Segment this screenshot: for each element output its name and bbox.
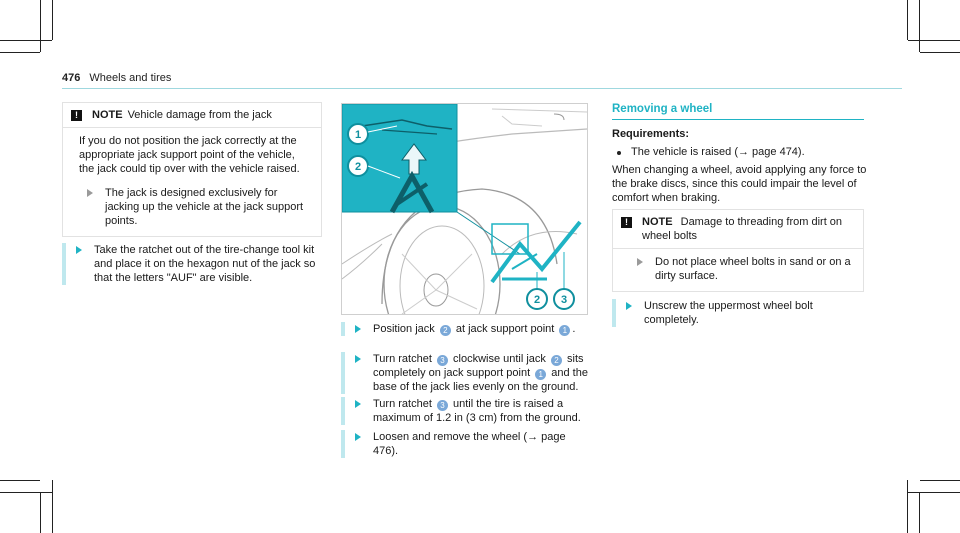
jack-illustration bbox=[341, 103, 588, 315]
instruction-step bbox=[62, 243, 322, 285]
note-step-text: Do not place wheel bolts in sand or on a dirty surface. bbox=[655, 256, 851, 282]
note-box-threading bbox=[612, 209, 864, 292]
bullet-icon bbox=[617, 151, 621, 155]
triangle-bullet-icon bbox=[355, 433, 361, 441]
step-bar bbox=[341, 397, 345, 425]
requirement-item bbox=[612, 146, 805, 158]
crop-mark bbox=[52, 480, 53, 533]
step-fragment: Loosen and remove the wheel (→ page 476). bbox=[373, 431, 566, 457]
step-fragment: Position jack bbox=[373, 323, 438, 335]
step-fragment: and the base of the jack lies evenly on the ground. bbox=[373, 367, 588, 393]
step-text bbox=[373, 352, 591, 394]
callout-label: 3 bbox=[560, 294, 568, 306]
crop-mark bbox=[0, 480, 40, 481]
step-fragment: clockwise until jack bbox=[449, 353, 549, 365]
warning-icon: ! bbox=[621, 217, 632, 228]
crop-mark bbox=[40, 0, 41, 52]
callout-label: 2 bbox=[354, 161, 362, 173]
step-bar bbox=[612, 299, 616, 327]
requirements-title: Requirements: bbox=[612, 128, 690, 140]
callout-label: 2 bbox=[533, 294, 541, 306]
callout-badge: 2 bbox=[551, 355, 562, 366]
crop-mark bbox=[907, 480, 908, 533]
note-label: NOTE bbox=[92, 109, 123, 121]
note-body: If you do not position the jack correctly at the appropriate jack support point of the vehicle, the jack could tip over with the vehicle raised. bbox=[79, 135, 300, 175]
step-fragment: Turn ratchet bbox=[373, 353, 435, 365]
section-title: Removing a wheel bbox=[612, 103, 713, 115]
step-fragment: Turn ratchet bbox=[373, 398, 435, 410]
triangle-bullet-icon bbox=[76, 246, 82, 254]
callout-badge: 3 bbox=[437, 400, 448, 411]
step-fragment: sits completely on jack support point bbox=[373, 353, 584, 379]
crop-mark bbox=[907, 0, 908, 40]
requirement-text: The vehicle is raised (→ page 474). bbox=[631, 146, 805, 158]
step-text bbox=[373, 322, 575, 336]
step-text bbox=[373, 397, 591, 425]
callout-badge: 1 bbox=[535, 369, 546, 380]
note-header bbox=[613, 210, 863, 249]
crop-mark bbox=[40, 492, 41, 533]
step-fragment: at jack support point bbox=[452, 323, 558, 335]
callout-badge: 2 bbox=[440, 325, 451, 336]
note-step-text: The jack is designed exclusively for jacking up the vehicle at the jack support points. bbox=[105, 187, 304, 227]
triangle-bullet-icon bbox=[355, 355, 361, 363]
note-title: Vehicle damage from the jack bbox=[127, 109, 272, 121]
crop-mark bbox=[0, 52, 40, 53]
jack-illustration-svg bbox=[342, 104, 587, 314]
instruction-step bbox=[341, 430, 591, 458]
crop-mark bbox=[908, 492, 960, 493]
header-divider bbox=[62, 88, 902, 89]
crop-mark bbox=[908, 40, 960, 41]
triangle-bullet-icon bbox=[626, 302, 632, 310]
section-name: Wheels and tires bbox=[89, 72, 172, 84]
step-bar bbox=[341, 430, 345, 458]
note-title: Damage to threading from dirt on wheel bolts bbox=[642, 216, 843, 242]
step-fragment: . bbox=[572, 323, 576, 335]
warning-icon: ! bbox=[71, 110, 82, 121]
crop-mark bbox=[920, 480, 960, 481]
triangle-bullet-icon bbox=[355, 325, 361, 333]
callout-label: 1 bbox=[354, 129, 362, 141]
note-header bbox=[63, 103, 321, 128]
instruction-step bbox=[341, 397, 591, 425]
step-bar bbox=[62, 243, 66, 285]
instruction-step bbox=[341, 322, 591, 336]
step-bar bbox=[341, 352, 345, 394]
note-label: NOTE bbox=[642, 216, 673, 228]
step-text: Unscrew the uppermost wheel bolt completely. bbox=[644, 300, 813, 326]
page-number: 476 bbox=[62, 72, 81, 84]
note-step bbox=[63, 180, 321, 236]
page-header bbox=[62, 72, 171, 84]
triangle-bullet-icon bbox=[87, 189, 93, 197]
step-text: Take the ratchet out of the tire-change tool kit and place it on the hexagon nut of the jack so that the letters "AUF" are visible. bbox=[94, 244, 316, 284]
crop-mark bbox=[920, 52, 960, 53]
instruction-step bbox=[341, 352, 591, 394]
triangle-bullet-icon bbox=[355, 400, 361, 408]
crop-mark bbox=[0, 492, 52, 493]
crop-mark bbox=[919, 492, 920, 533]
crop-mark bbox=[0, 40, 52, 41]
instruction-step bbox=[612, 299, 852, 327]
step-bar bbox=[341, 322, 345, 336]
step-text bbox=[373, 430, 591, 458]
callout-badge: 1 bbox=[559, 325, 570, 336]
note-step bbox=[613, 249, 863, 291]
step-fragment: until the tire is raised a maximum of 1.2 in (3 cm) from the ground. bbox=[373, 398, 581, 424]
crop-mark bbox=[919, 0, 920, 52]
crop-mark bbox=[52, 0, 53, 40]
callout-badge: 3 bbox=[437, 355, 448, 366]
note-box-jack bbox=[62, 102, 322, 237]
section-paragraph: When changing a wheel, avoid applying any force to the brake discs, since this could impair the level of comfort when braking. bbox=[612, 164, 867, 204]
section-divider bbox=[612, 119, 864, 120]
triangle-bullet-icon bbox=[637, 258, 643, 266]
